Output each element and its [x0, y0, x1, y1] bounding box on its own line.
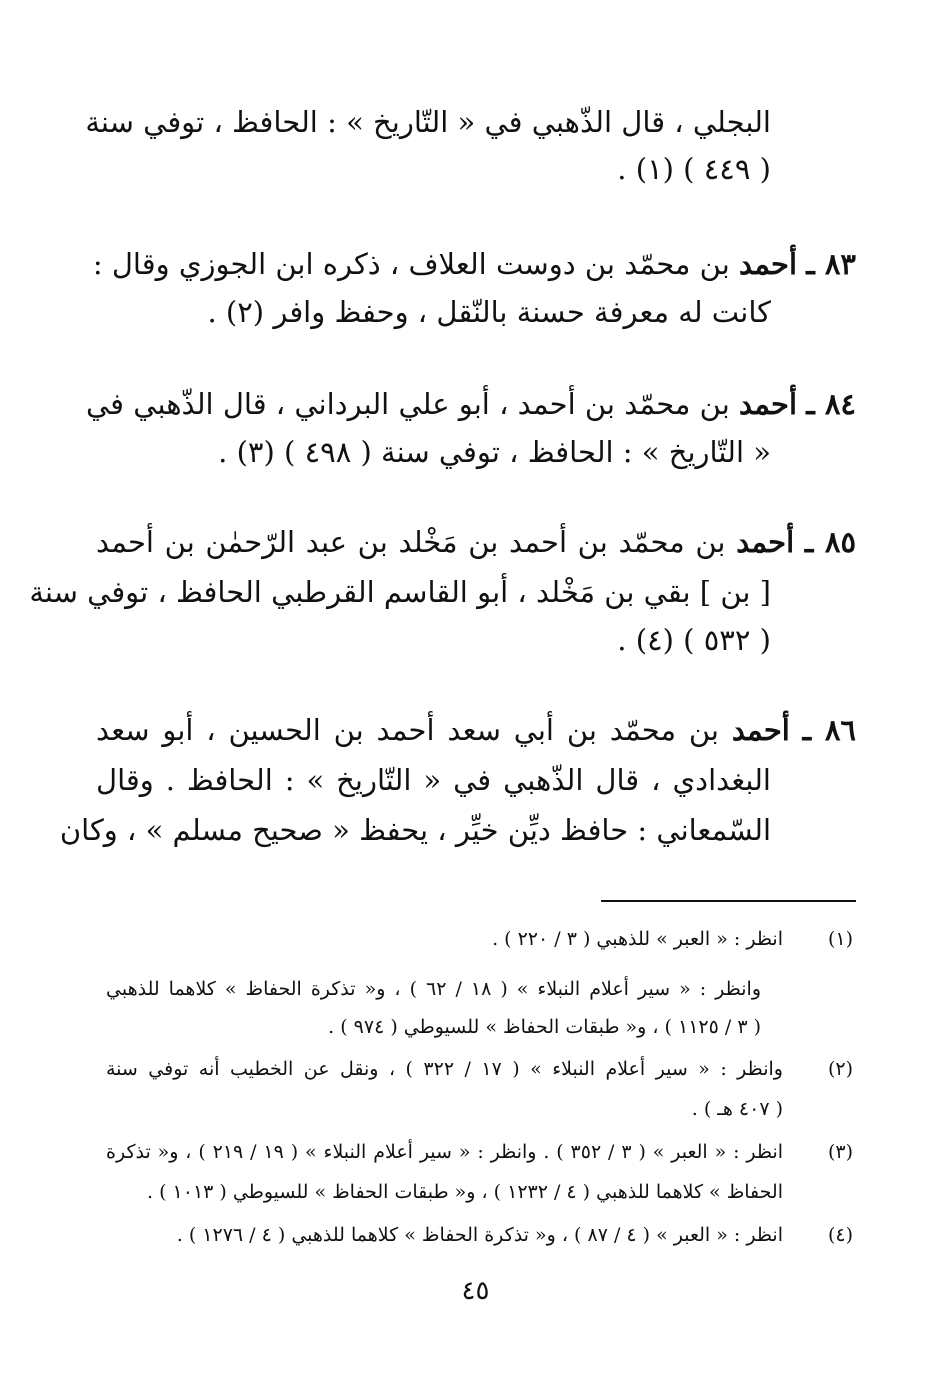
entry-name: أحمد [739, 387, 798, 421]
entry-83 [92, 247, 856, 281]
footnote-marker: (١) [827, 928, 853, 950]
entry-line: « التّاريخ » : الحافظ ، توفي سنة ( ٤٩٨ ) (٣) . [218, 435, 771, 469]
entry-line: البغدادي ، قال الذّهبي في « التّاريخ » : الحافظ . وقال [96, 763, 771, 797]
footnote-line: انظر : « العبر » ( ٤ / ٨٧ ) ، و« تذكرة الحفاظ » كلاهما للذهبي ( ٤ / ١٢٧٦ ) . [176, 1224, 783, 1246]
entry-line: بن محمّد بن أحمد بن مَخْلد بن عبد الرّحمٰن بن أحمد [96, 525, 726, 559]
entry-name: أحمد [739, 247, 798, 281]
entry-line: بن محمّد بن دوست العلاف ، ذكره ابن الجوزي وقال : [92, 247, 730, 281]
entry-line: ( ٥٣٢ ) (٤) . [617, 623, 771, 657]
entry-line: ( ٤٤٩ ) (١) . [617, 152, 771, 186]
entry-number: ٨٥ ـ [804, 525, 857, 559]
entry-line: البجلي ، قال الذّهبي في « التّاريخ » : الحافظ ، توفي سنة [85, 105, 771, 139]
footnote-separator [601, 900, 856, 902]
footnote-line: الحفاظ » كلاهما للذهبي ( ٤ / ١٢٣٢ ) ، و« طبقات الحفاظ » للسيوطي ( ١٠١٣ ) . [147, 1181, 783, 1203]
entry-name: أحمد [736, 525, 795, 559]
footnote-line: انظر : « العبر » للذهبي ( ٣ / ٢٢٠ ) . [492, 928, 783, 950]
footnote-marker: (٣) [827, 1141, 853, 1163]
footnote-marker: (٤) [827, 1224, 853, 1246]
entry-84 [86, 387, 856, 421]
entry-line: كانت له معرفة حسنة بالنّقل ، وحفظ وافر (٢) . [207, 295, 771, 329]
entry-line: السّمعاني : حافظ ديِّن خيِّر ، يحفظ « صحيح مسلم » ، وكان [59, 813, 771, 847]
entry-number: ٨٤ ـ [806, 387, 856, 421]
entry-name: أحمد [731, 713, 790, 747]
page-number: ٤٥ [461, 1276, 490, 1306]
entry-86 [96, 713, 856, 747]
entry-number: ٨٣ ـ [806, 247, 856, 281]
footnote-marker: (٢) [827, 1058, 853, 1080]
entry-line: [ بن ] بقي بن مَخْلد ، أبو القاسم القرطبي الحافظ ، توفي سنة [29, 575, 771, 609]
footnote-line: وانظر : « سير أعلام النبلاء » ( ١٧ / ٣٢٢ ) ، ونقل عن الخطيب أنه توفي سنة [106, 1058, 783, 1080]
footnote-line: ( ٤٠٧ هـ ) . [691, 1098, 783, 1120]
footnote-line: وانظر : « سير أعلام النبلاء » ( ١٨ / ٦٢ ) ، و« تذكرة الحفاظ » كلاهما للذهبي [106, 978, 761, 1000]
footnote-line: ( ٣ / ١١٢٥ ) ، و« طبقات الحفاظ » للسيوطي ( ٩٧٤ ) . [328, 1016, 761, 1038]
entry-number: ٨٦ ـ [802, 713, 856, 747]
entry-line: بن محمّد بن أحمد ، أبو علي البرداني ، قال الذّهبي في [86, 387, 730, 421]
entry-85 [96, 525, 857, 559]
footnote-line: انظر : « العبر » ( ٣ / ٣٥٢ ) . وانظر : « سير أعلام النبلاء » ( ١٩ / ٢١٩ ) ، و« تذكرة [106, 1141, 784, 1163]
entry-line: بن محمّد بن أبي سعد أحمد بن الحسين ، أبو سعد [96, 713, 719, 747]
